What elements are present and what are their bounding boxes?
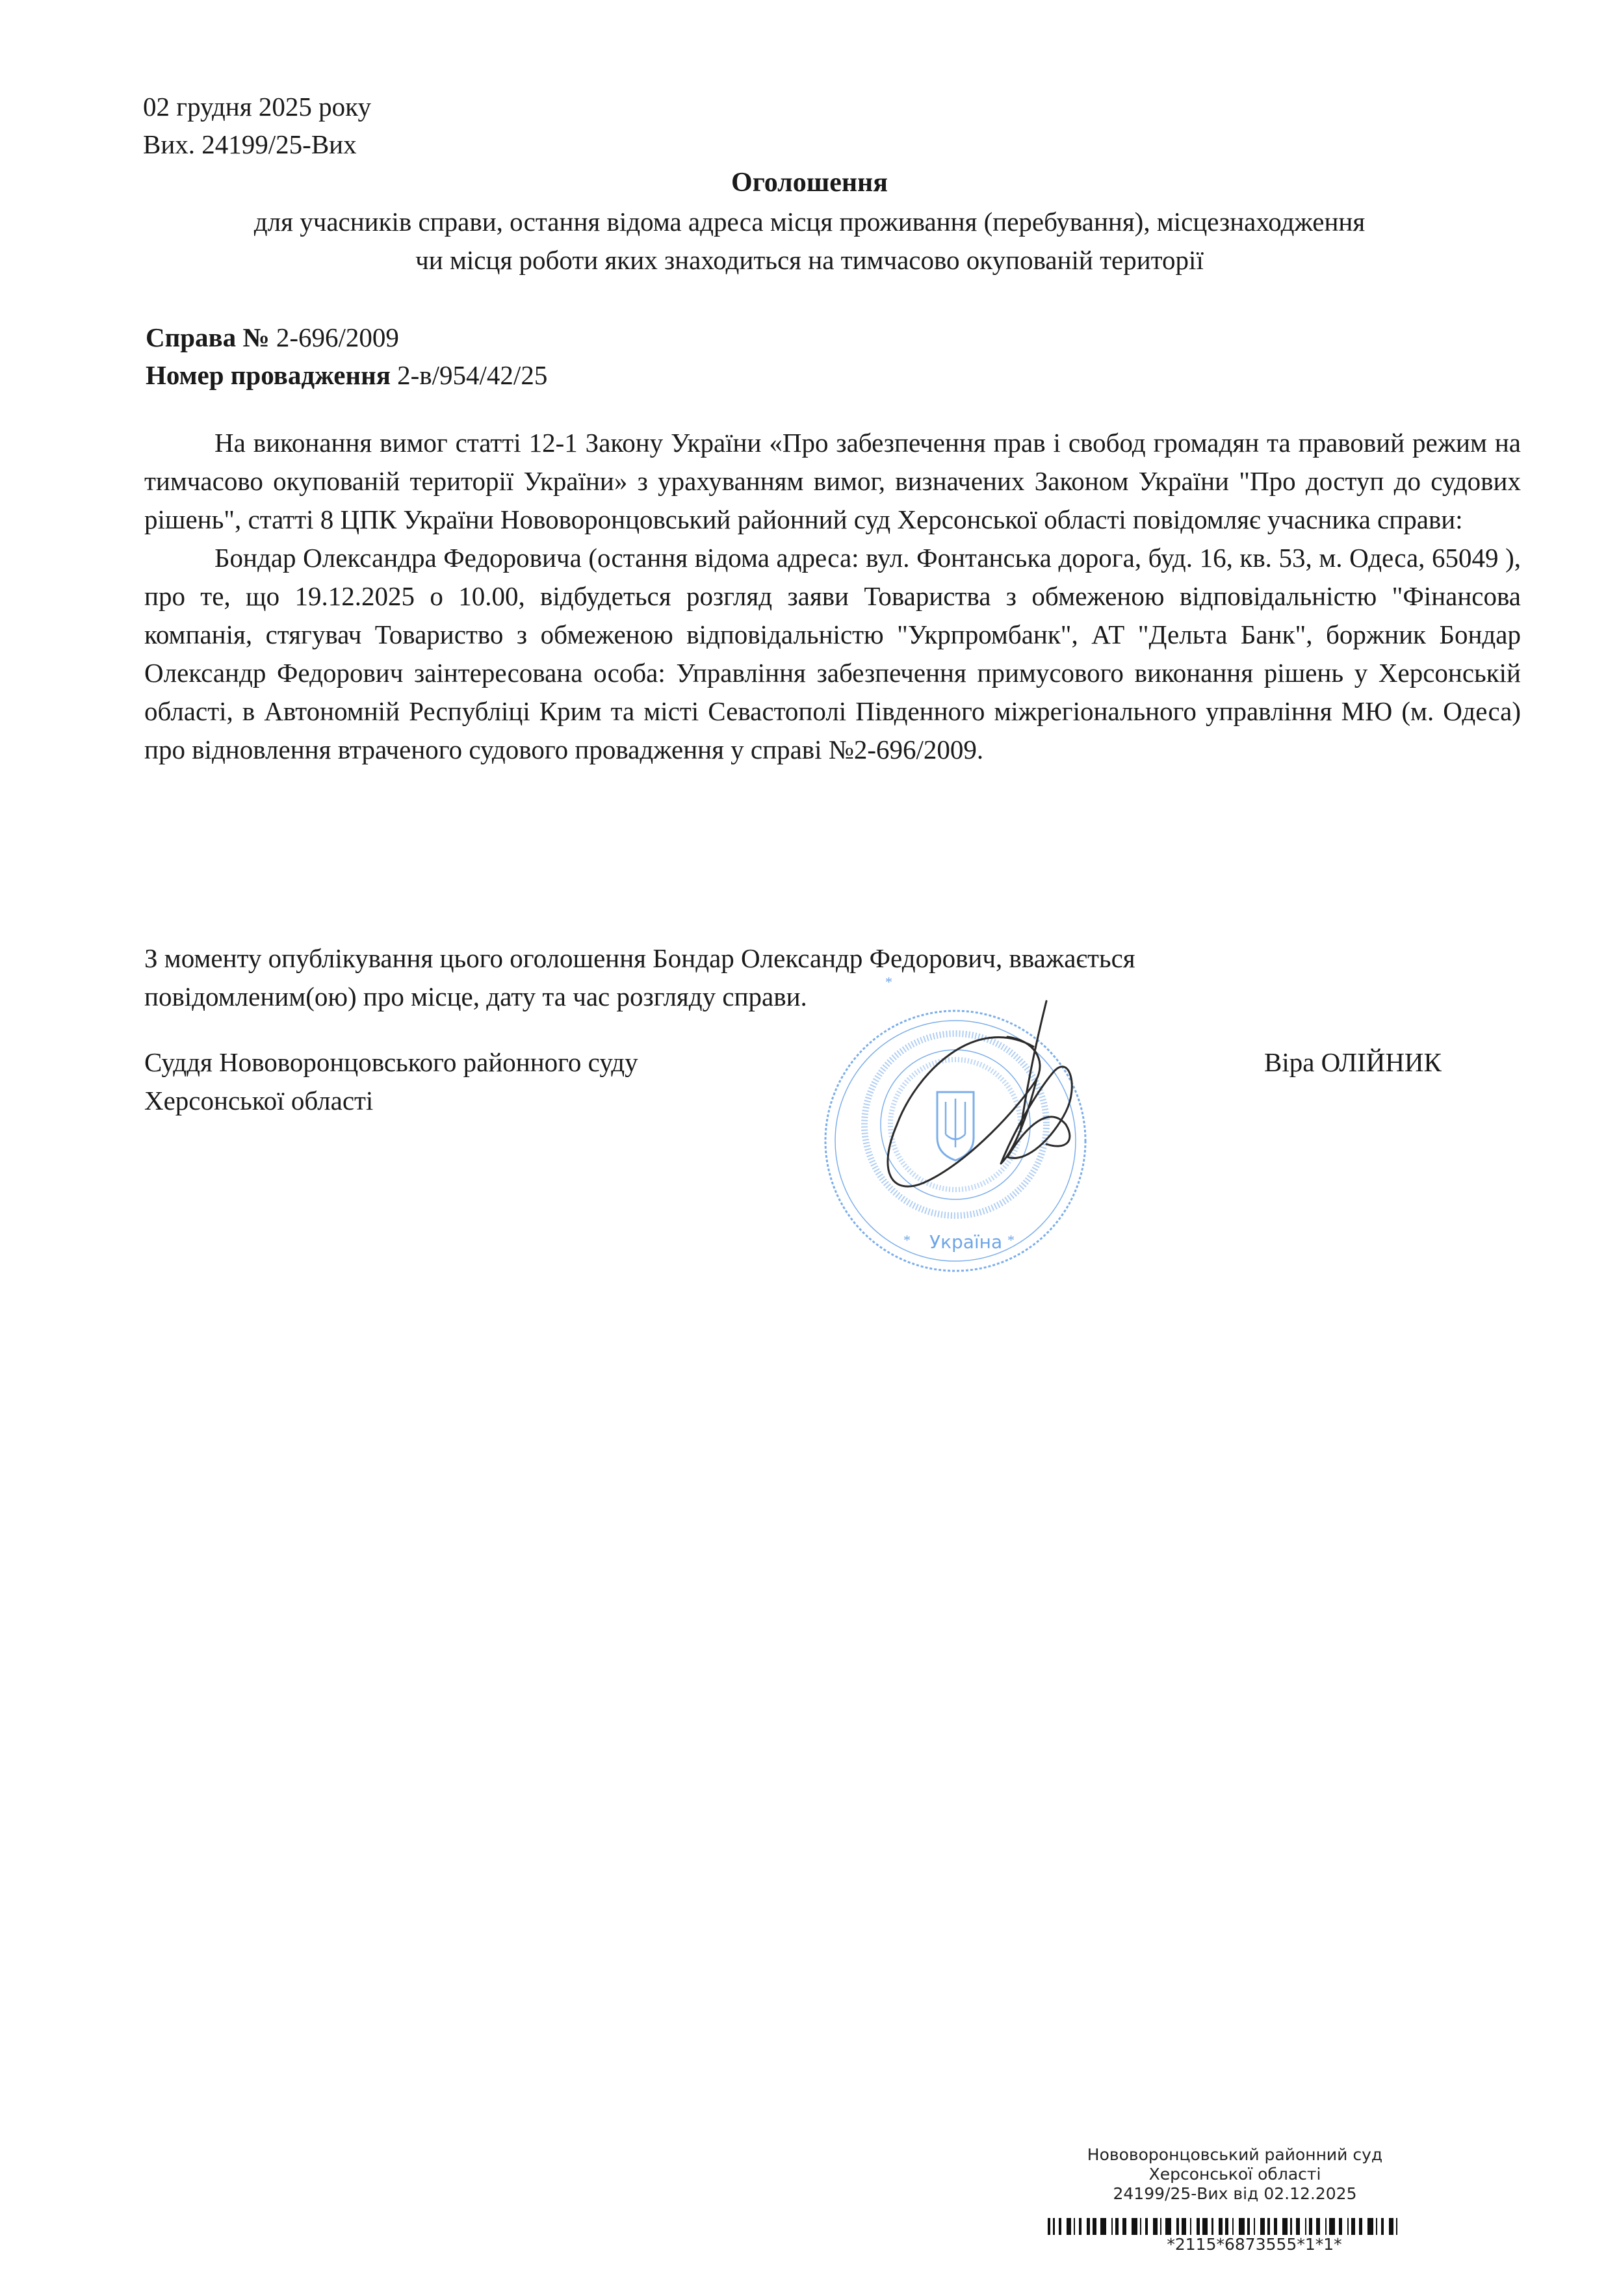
judge-position: [144, 1043, 638, 1120]
barcode-icon: [1048, 2218, 1457, 2235]
footer-court-line-2: Херсонської області: [1148, 2165, 1321, 2184]
svg-text:Україна: Україна: [929, 1231, 1003, 1253]
proceeding-value: 2-в/954/42/25: [397, 360, 548, 390]
subtitle-line-2: чи місця роботи яких знаходиться на тимчасово окупованій території: [415, 245, 1204, 275]
body-text: [144, 424, 1521, 769]
case-label: Справа №: [146, 322, 270, 352]
body-paragraph-1: На виконання вимог статті 12-1 Закону України «Про забезпечення прав і свобод громадян та правовий режим на тимчасово окупованій території України» з урахуванням вимог, визначених Законом України "Про доступ до судових рішень", статті 8 ЦПК України Нововоронцовський районний суд Херсонської області повідомляє учасника справи:: [144, 428, 1521, 534]
case-value: 2-696/2009: [276, 322, 399, 352]
notice-line-2: повідомленим(ою) про місце, дату та час розгляду справи.: [144, 982, 807, 1011]
proceeding-label: Номер провадження: [146, 360, 391, 390]
svg-text:*: *: [903, 1232, 911, 1248]
svg-text:*: *: [1007, 1232, 1015, 1248]
svg-text:*: *: [885, 975, 892, 990]
notice-line-1: З моменту опублікування цього оголошення Бондар Олександр Федорович, вважається: [144, 943, 1135, 973]
document-date: 02 грудня 2025 року: [143, 92, 371, 122]
footer-court-line-1: Нововоронцовський районний суд: [1087, 2145, 1383, 2164]
document-title: Оголошення: [731, 168, 888, 198]
subtitle-line-1: для учасників справи, остання відома адреса місця проживання (перебування), місцезнаходження: [253, 207, 1366, 237]
barcode-text: *2115*6873555*1*1*: [1167, 2235, 1342, 2254]
court-stamp-with-signature-icon: [812, 975, 1235, 1281]
body-paragraph-2: Бондар Олександра Федоровича (остання відома адреса: вул. Фонтанська дорога, буд. 16, кв. 53, м. Одеса, 65049 ), про те, що 19.12.2025 о 10.00, відбудеться розгляд заяви Товариства з обмеженою відповідальністю "Фінансова компанія, стягувач Товариство з обмеженою відповідальністю "Укрпромбанк", АТ "Дельта Банк", боржник Бондар Олександр Федорович заінтересована особа: Управління забезпечення примусового виконання рішень у Херсонській області, в Автономній Республіці Крим та місті Севастополі Південного міжрегіонального управління МЮ (м. Одеса) про відновлення втраченого судового провадження у справі №2-696/2009.: [144, 543, 1521, 764]
judge-name: Віра ОЛІЙНИК: [1264, 1047, 1442, 1077]
case-number: [146, 319, 399, 356]
registration-footer: [1027, 2145, 1443, 2204]
judge-position-line-1: Суддя Нововоронцовського районного суду: [144, 1047, 638, 1077]
outgoing-number: Вих. 24199/25-Вих: [143, 129, 357, 159]
proceeding-number: [146, 356, 547, 394]
footer-registration: 24199/25-Вих від 02.12.2025: [1113, 2184, 1357, 2203]
judge-position-line-2: Херсонської області: [144, 1086, 374, 1115]
